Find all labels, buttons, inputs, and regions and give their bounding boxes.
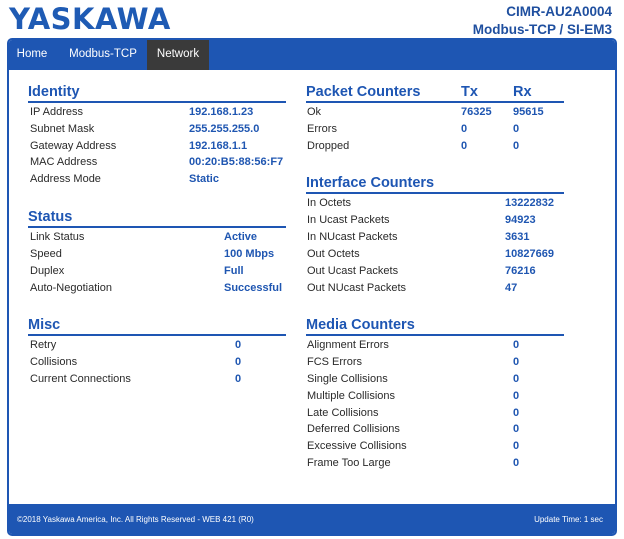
status-label: Link Status xyxy=(30,231,85,243)
identity-label: Address Mode xyxy=(30,173,101,185)
identity-label: Gateway Address xyxy=(30,140,117,152)
media-counters-title: Media Counters xyxy=(306,316,564,336)
interface-label: In NUcast Packets xyxy=(307,231,398,243)
packet-label: Dropped xyxy=(307,140,350,152)
interface-value: 3631 xyxy=(505,231,530,243)
identity-label: MAC Address xyxy=(30,156,98,168)
media-label: Late Collisions xyxy=(307,407,379,419)
tab-modbus-tcp[interactable]: Modbus-TCP xyxy=(69,48,137,60)
misc-label: Retry xyxy=(30,339,57,351)
tx-column-header: Tx xyxy=(461,84,478,100)
packet-tx-value: 76325 xyxy=(461,106,492,118)
tab-network[interactable]: Network xyxy=(147,40,209,70)
media-value: 0 xyxy=(513,457,520,469)
media-value: 0 xyxy=(513,407,520,419)
identity-value: Static xyxy=(189,173,219,185)
interface-label: In Ucast Packets xyxy=(307,214,390,226)
packet-rx-value: 95615 xyxy=(513,106,544,118)
media-label: Excessive Collisions xyxy=(307,440,407,452)
interface-label: Out Octets xyxy=(307,248,360,260)
media-value: 0 xyxy=(513,440,520,452)
status-label: Auto-Negotiation xyxy=(30,282,112,294)
main-panel xyxy=(7,38,617,536)
packet-rx-value: 0 xyxy=(513,123,520,135)
rx-column-header: Rx xyxy=(513,84,532,100)
misc-label: Current Connections xyxy=(30,373,131,385)
misc-value: 0 xyxy=(235,373,242,385)
status-label: Speed xyxy=(30,248,62,260)
identity-value: 192.168.1.23 xyxy=(189,106,254,118)
media-label: Multiple Collisions xyxy=(307,390,396,402)
status-value: Full xyxy=(224,265,244,277)
media-value: 0 xyxy=(513,339,520,351)
interface-value: 47 xyxy=(505,282,518,294)
copyright-text: ©2018 Yaskawa America, Inc. All Rights Reserved - WEB 421 (R0) xyxy=(17,515,254,524)
device-model: CIMR-AU2A0004 xyxy=(506,4,612,19)
interface-label: Out NUcast Packets xyxy=(307,282,407,294)
media-label: Single Collisions xyxy=(307,373,388,385)
packet-rx-value: 0 xyxy=(513,140,520,152)
tab-home[interactable]: Home xyxy=(16,48,48,60)
status-value: Successful xyxy=(224,282,283,294)
packet-label: Errors xyxy=(307,123,337,135)
footer-bar xyxy=(9,504,615,534)
misc-label: Collisions xyxy=(30,356,78,368)
update-time-text: Update Time: 1 sec xyxy=(534,515,603,524)
misc-value: 0 xyxy=(235,339,242,351)
identity-title: Identity xyxy=(28,83,286,103)
device-info xyxy=(473,3,612,39)
device-comm-type: Modbus-TCP / SI-EM3 xyxy=(472,22,612,37)
interface-value: 10827669 xyxy=(505,248,554,260)
status-value: 100 Mbps xyxy=(224,248,275,260)
packet-tx-value: 0 xyxy=(461,140,468,152)
nav-bar xyxy=(9,40,615,70)
interface-label: Out Ucast Packets xyxy=(307,265,399,277)
status-title: Status xyxy=(28,208,286,228)
media-value: 0 xyxy=(513,373,520,385)
identity-label: IP Address xyxy=(30,106,83,118)
identity-value: 255.255.255.0 xyxy=(189,123,260,135)
misc-value: 0 xyxy=(235,356,242,368)
status-label: Duplex xyxy=(30,265,65,277)
yaskawa-logo: YASKAWA xyxy=(9,2,171,36)
media-label: Deferred Collisions xyxy=(307,423,400,435)
media-label: Frame Too Large xyxy=(307,457,391,469)
media-label: FCS Errors xyxy=(307,356,362,368)
interface-counters-title: Interface Counters xyxy=(306,174,564,194)
misc-title: Misc xyxy=(28,316,286,336)
packet-counters-title: Packet Counters xyxy=(306,83,564,103)
media-label: Alignment Errors xyxy=(307,339,389,351)
identity-label: Subnet Mask xyxy=(30,123,95,135)
interface-value: 13222832 xyxy=(505,197,554,209)
status-value: Active xyxy=(224,231,258,243)
media-value: 0 xyxy=(513,390,520,402)
packet-label: Ok xyxy=(307,106,322,118)
packet-tx-value: 0 xyxy=(461,123,468,135)
identity-value: 192.168.1.1 xyxy=(189,140,248,152)
interface-value: 76216 xyxy=(505,265,536,277)
identity-value: 00:20:B5:88:56:F7 xyxy=(189,156,284,168)
interface-label: In Octets xyxy=(307,197,352,209)
media-value: 0 xyxy=(513,356,520,368)
interface-value: 94923 xyxy=(505,214,536,226)
media-value: 0 xyxy=(513,423,520,435)
